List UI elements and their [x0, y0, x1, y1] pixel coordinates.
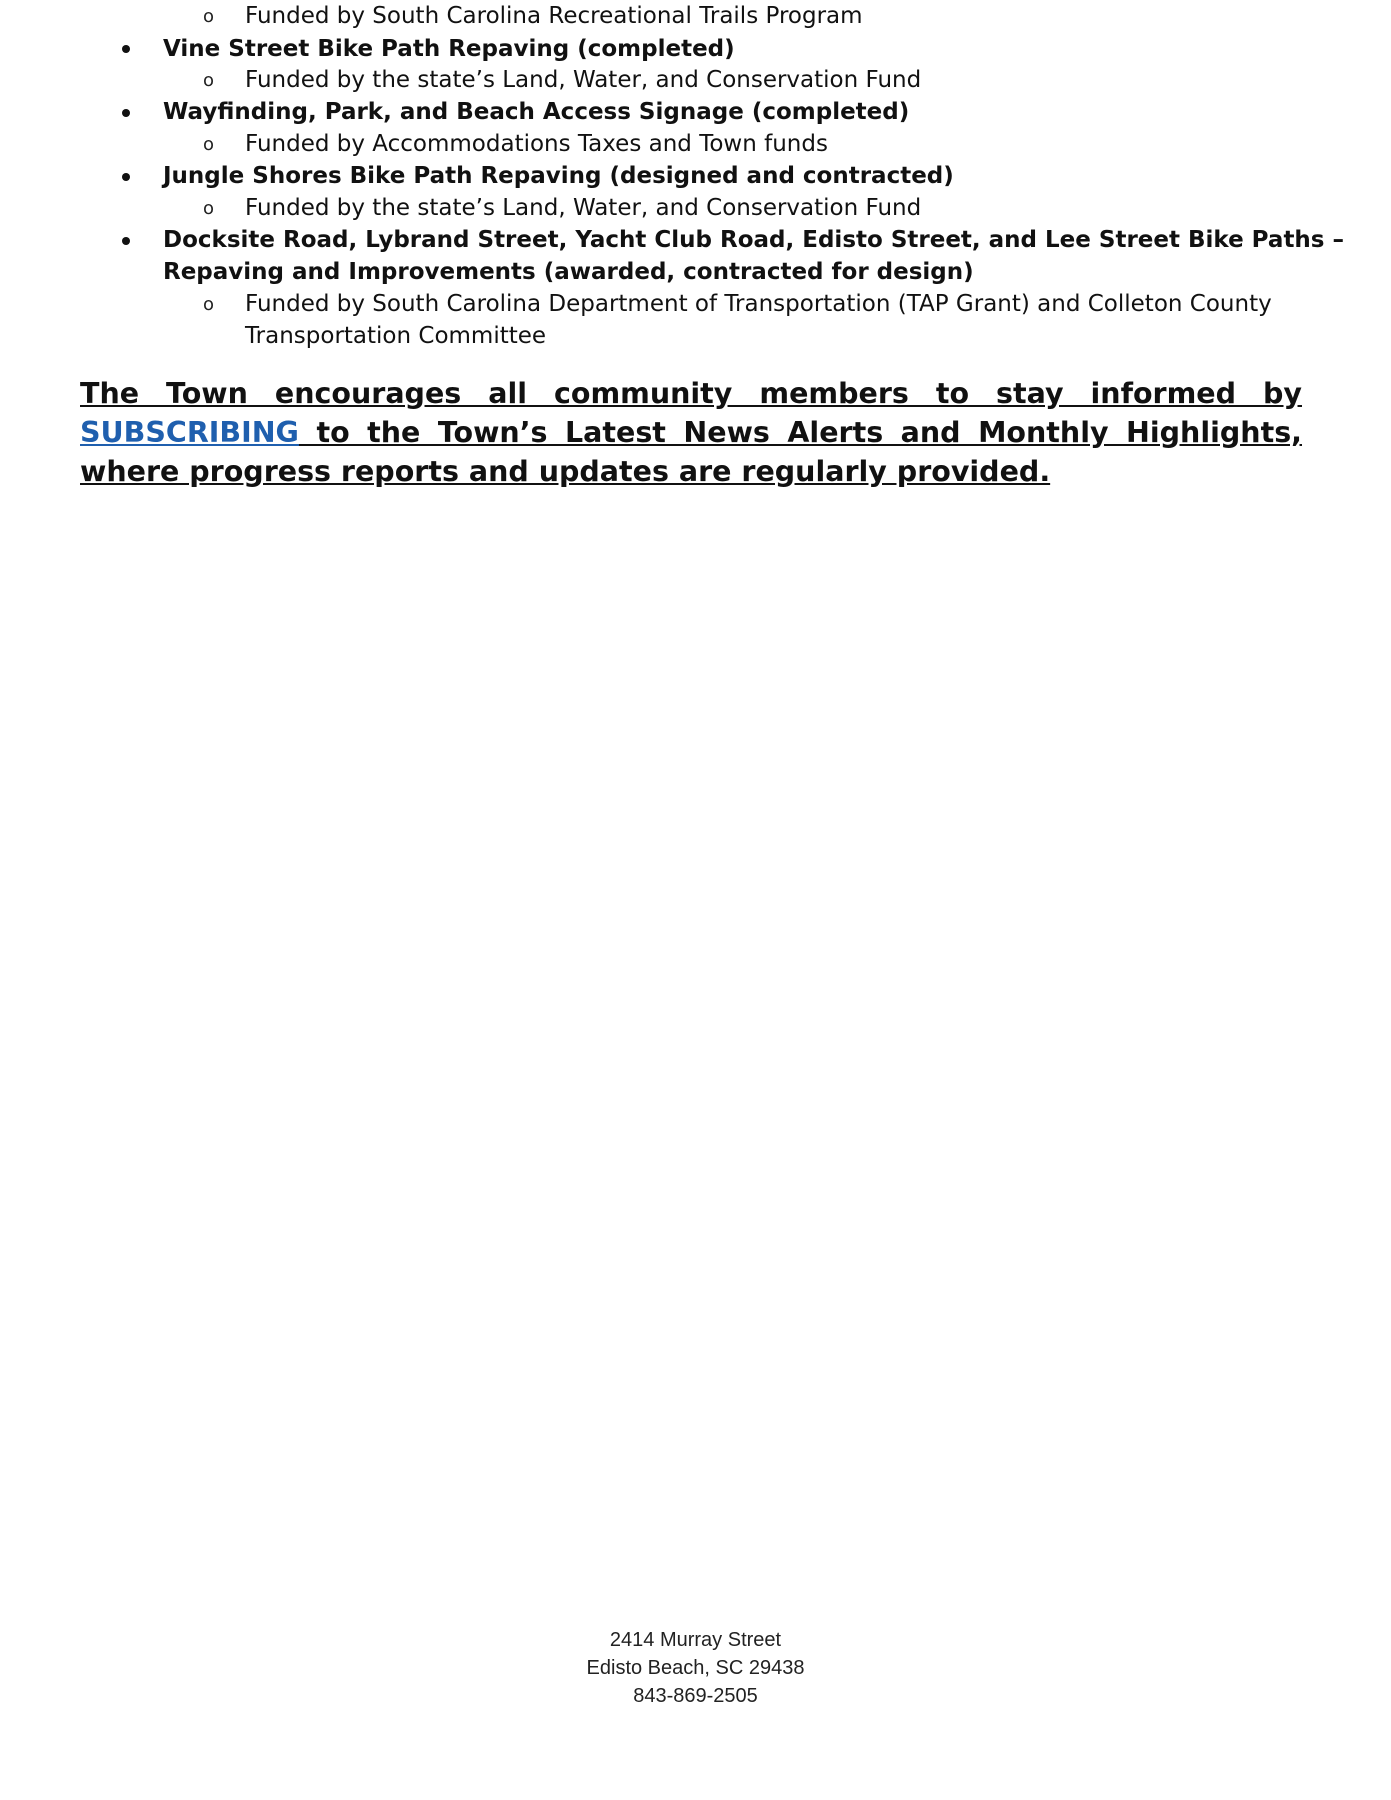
sub-bullet-marker: o [203, 134, 215, 155]
funding-note: Funded by Accommodations Taxes and Town funds [245, 131, 828, 157]
sub-bullet-marker: o [203, 294, 215, 315]
project-title: Jungle Shores Bike Path Repaving (designed and contracted) [163, 163, 954, 189]
project-title: Docksite Road, Lybrand Street, Yacht Club Road, Edisto Street, and Lee Street Bike Paths – [163, 227, 1345, 253]
footer-phone: 843-869-2505 [633, 1685, 758, 1707]
bullet-marker [122, 109, 130, 117]
footer-street: 2414 Murray Street [609, 1629, 782, 1651]
project-title: Wayfinding, Park, and Beach Access Signage (completed) [163, 99, 910, 125]
notice-text-before: The Town encourages all community members to stay informed by [80, 377, 1302, 410]
sub-bullet-marker: o [203, 6, 215, 27]
funding-note-continued: Transportation Committee [245, 323, 547, 349]
sub-bullet-marker: o [203, 70, 215, 91]
funding-note: Funded by South Carolina Recreational Trails Program [245, 3, 863, 29]
sub-bullet-marker: o [203, 198, 215, 219]
project-title: Vine Street Bike Path Repaving (completed) [163, 36, 735, 62]
bullet-marker [122, 237, 130, 245]
notice-text-after: to the Town’s Latest News Alerts and Monthly Highlights, where progress reports and updates are regularly provided. [80, 416, 1302, 488]
project-title-continued: Repaving and Improvements (awarded, contracted for design) [163, 259, 974, 285]
address-footer [0, 1626, 1391, 1710]
funding-note: Funded by the state’s Land, Water, and Conservation Fund [245, 67, 922, 93]
funding-note: Funded by the state’s Land, Water, and Conservation Fund [245, 195, 922, 221]
subscribe-notice [80, 374, 1302, 491]
footer-city: Edisto Beach, SC 29438 [586, 1657, 805, 1679]
funding-note: Funded by South Carolina Department of Transportation (TAP Grant) and Colleton County [245, 291, 1272, 317]
subscribe-link[interactable]: SUBSCRIBING [80, 416, 299, 449]
bullet-marker [122, 45, 130, 53]
bullet-marker [122, 173, 130, 181]
